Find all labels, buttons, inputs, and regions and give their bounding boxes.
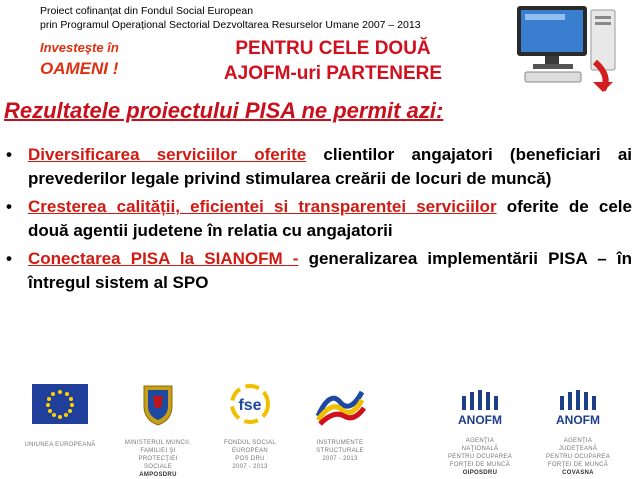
fse-mark: fse xyxy=(238,397,262,414)
anofm-logo-icon xyxy=(546,382,610,426)
eu-caption: UNIUNEA EUROPEANĂ xyxy=(24,442,96,448)
instrumente-caption-line: STRUCTURALE xyxy=(316,448,364,454)
invest-line-2: OAMENI ! xyxy=(40,59,119,78)
instrumente-caption xyxy=(290,439,390,463)
list-item xyxy=(6,247,632,295)
header-line-1: Proiect cofinanțat din Fondul Social European xyxy=(40,5,254,17)
fse-caption-line: 2007 - 2013 xyxy=(232,464,268,470)
anofm-caption-line: NAŢIONALĂ xyxy=(461,446,499,452)
computer-icon xyxy=(515,4,625,94)
fse-logo-icon xyxy=(220,382,280,426)
bullet-icon: • xyxy=(6,145,12,164)
list-item xyxy=(6,195,632,243)
list-item-rest: generalizarea implementării PISA – în întregul sistem al SPO xyxy=(28,249,632,292)
ministry-caption-line: MINISTERUL MUNCII, xyxy=(124,440,192,446)
list-item-highlight: Diversificarea serviciilor oferite xyxy=(28,145,307,164)
partner-logos xyxy=(0,382,638,479)
anofm-caption-line: AGENŢIA xyxy=(465,438,495,444)
anofm-caption-line: JUDEŢEANĂ xyxy=(558,446,598,452)
list-item-rest: oferite de cele două agentii judetene în relatia cu angajatorii xyxy=(28,197,632,240)
partner-heading-line-2: AJOFM-uri PARTENERE xyxy=(223,63,443,84)
anofm-caption-line: AGENŢIA xyxy=(563,438,593,444)
ministry-caption xyxy=(108,439,208,479)
list-item xyxy=(6,143,632,191)
invest-line-1: Investeşte în xyxy=(40,40,119,55)
list-item-highlight: Cresterea calității, eficientei si transparentei serviciilor xyxy=(28,197,497,216)
partner-heading-line-1: PENTRU CELE DOUĂ xyxy=(235,38,431,59)
anofm-logo-name: ANOFM xyxy=(556,413,600,426)
instrumente-caption-line: INSTRUMENTE xyxy=(316,440,364,446)
ministry-caption-line: SOCIALE xyxy=(143,464,173,470)
anofm-caption-line: PENTRU OCUPAREA xyxy=(447,454,513,460)
coat-of-arms-icon xyxy=(141,382,175,426)
anofm-logo-name: ANOFM xyxy=(458,413,502,426)
fse-caption-line: EUROPEAN xyxy=(231,448,269,454)
ministry-caption-bold: AMPOSDRU xyxy=(139,472,177,478)
ministry-logo xyxy=(108,382,208,479)
header-cofinantare xyxy=(40,4,421,32)
anofm-caption-line: FORŢEI DE MUNCĂ xyxy=(449,462,511,468)
anofm-national-caption xyxy=(430,437,530,477)
anofm-logo-icon xyxy=(448,382,512,426)
list-item-text xyxy=(28,247,632,295)
fse-logo xyxy=(200,382,300,471)
anofm-caption-bold: COVASNA xyxy=(562,470,594,476)
anofm-county-logo xyxy=(528,382,628,477)
ministry-caption-line: FAMILIEI ŞI xyxy=(140,448,176,454)
instrumente-caption-line: 2007 - 2013 xyxy=(322,456,358,462)
structural-instruments-icon xyxy=(310,382,370,426)
fse-caption-line: FONDUL SOCIAL xyxy=(223,440,277,446)
results-list xyxy=(6,143,632,299)
list-item-text xyxy=(28,195,632,243)
anofm-national-logo xyxy=(430,382,530,477)
ministry-caption-line: PROTECŢIEI xyxy=(138,456,178,462)
anofm-caption-line: PENTRU OCUPAREA xyxy=(545,454,611,460)
eu-flag-icon xyxy=(32,384,88,424)
eu-logo xyxy=(10,382,110,449)
partner-heading xyxy=(168,36,498,86)
list-item-rest: clientilor angajatori (beneficiari ai prevederilor legale privind stimularea creării de locuri de muncă) xyxy=(28,145,632,188)
fse-caption xyxy=(200,439,300,471)
anofm-caption-line: FORŢEI DE MUNCĂ xyxy=(547,462,609,468)
anofm-county-caption xyxy=(528,437,628,477)
slide-title: Rezultatele proiectului PISA ne permit azi: xyxy=(4,98,444,123)
header-line-2: prin Programul Operațional Sectorial Dezvoltarea Resurselor Umane 2007 – 2013 xyxy=(40,19,421,31)
bullet-icon: • xyxy=(6,249,12,268)
list-item-text xyxy=(28,143,632,191)
instrumente-logo xyxy=(290,382,390,463)
fse-caption-line: POS DRU xyxy=(235,456,265,462)
list-item-highlight: Conectarea PISA la SIANOFM - xyxy=(28,249,299,268)
anofm-caption-bold: OIPOSDRU xyxy=(462,470,498,476)
investeste-slogan xyxy=(40,40,119,79)
bullet-icon: • xyxy=(6,197,12,216)
